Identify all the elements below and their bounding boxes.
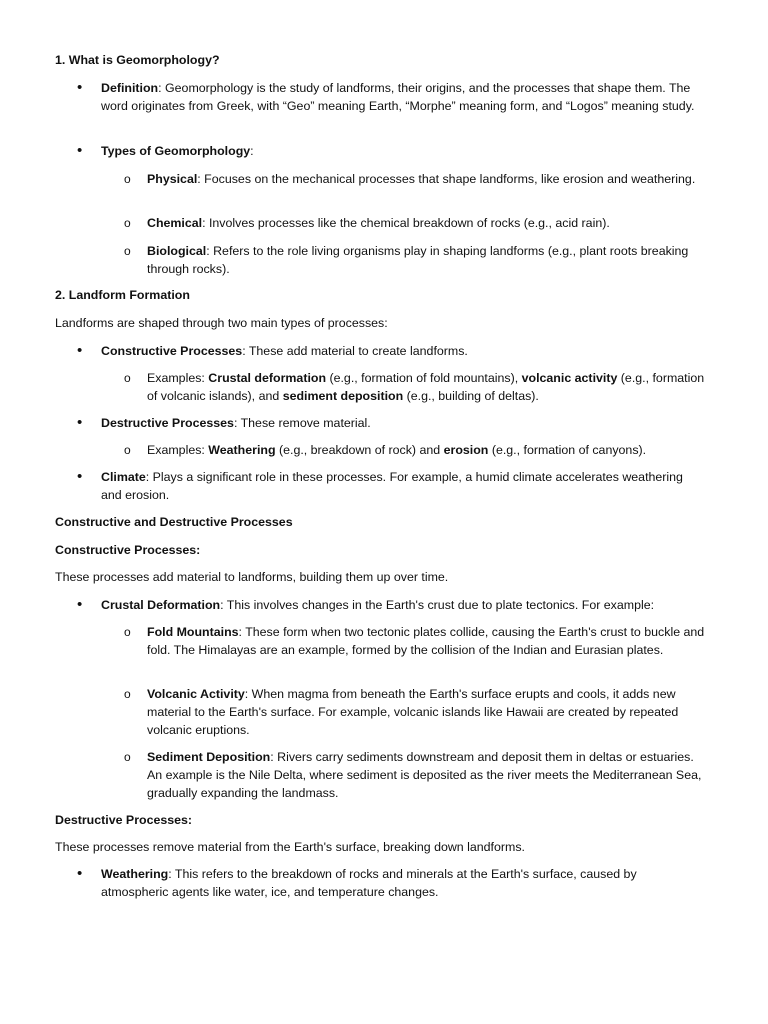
text-run: (e.g., formation of volcanic islands), and [147,371,705,403]
bullet-circle: o [124,625,131,639]
subheading-constructive: Constructive Processes: [55,543,201,557]
list-item-climate [101,468,701,504]
item-label: Climate [101,470,146,484]
bullet-circle: o [124,244,131,258]
item-text: : When magma from beneath the Earth's surface erupts and cools, it adds new material to the Earth's surface. For example, volcanic islands like Hawaii are created by repeated volcanic eruptions. [147,687,679,737]
list-item-fold-mountains [147,623,707,659]
list-item-destructive [101,414,701,432]
section-heading-processes: Constructive and Destructive Processes [55,515,293,529]
text-run: (e.g., breakdown of rock) and [275,443,444,457]
bullet-disc: • [77,468,83,485]
list-item-physical [147,170,707,188]
list-item-constructive [101,342,701,360]
item-text: : These remove material. [233,416,371,430]
text-run: (e.g., formation of fold mountains), [326,371,522,385]
bullet-circle: o [124,371,131,385]
item-text: : These form when two tectonic plates collide, causing the Earth's crust to buckle and fold. The Himalayas are an example, formed by the collision of the Indian and Eurasian plates. [147,625,705,657]
item-label: Biological [147,244,207,258]
item-text: : Involves processes like the chemical breakdown of rocks (e.g., acid rain). [202,216,610,230]
list-item-biological [147,242,707,278]
text-run: Examples: [147,371,209,385]
bullet-circle: o [124,216,131,230]
item-label: Types of Geomorphology [101,144,251,158]
bullet-disc: • [77,865,83,882]
list-item-chemical [147,214,707,232]
bullet-disc: • [77,79,83,96]
item-text: : Plays a significant role in these processes. For example, a humid climate accelerates weathering and erosion. [101,470,683,502]
list-item-volcanic-activity [147,685,707,739]
list-item-examples-constructive [147,369,707,405]
text-run: (e.g., building of deltas). [403,389,539,403]
bullet-circle: o [124,172,131,186]
list-item-sediment-deposition [147,748,707,802]
bold-term: Crustal deformation [208,371,327,385]
list-item-weathering [101,865,701,901]
bullet-circle: o [124,443,131,457]
text-run: (e.g., formation of canyons). [488,443,647,457]
item-text: : Geomorphology is the study of landforms, their origins, and the processes that shape them. The word originates from Greek, with “Geo” meaning Earth, “Morphe” meaning form, and “Logos” meaning study. [101,81,695,113]
item-label: Destructive Processes [101,416,234,430]
bullet-circle: o [124,687,131,701]
paragraph-intro: Landforms are shaped through two main types of processes: [55,316,388,330]
item-text: : These add material to create landforms. [242,344,468,358]
item-label: Constructive Processes [101,344,243,358]
bullet-disc: • [77,414,83,431]
item-label: Physical [147,172,198,186]
paragraph-constructive-intro: These processes add material to landforms, building them up over time. [55,570,449,584]
item-label: Weathering [101,867,169,881]
item-label: Crustal Deformation [101,598,221,612]
bullet-disc: • [77,596,83,613]
item-text: : Focuses on the mechanical processes that shape landforms, like erosion and weathering. [197,172,696,186]
section-heading-geomorphology: 1. What is Geomorphology? [55,53,220,67]
item-text: : This refers to the breakdown of rocks and minerals at the Earth's surface, caused by atmospheric agents like water, ice, and temperature changes. [101,867,637,899]
list-item-definition [101,79,701,115]
bold-term: erosion [443,443,489,457]
list-item-types [101,142,701,160]
list-item-examples-destructive [147,441,707,459]
item-label: Fold Mountains [147,625,239,639]
section-heading-landform-formation: 2. Landform Formation [55,288,190,302]
bold-term: sediment deposition [282,389,404,403]
paragraph-destructive-intro: These processes remove material from the Earth's surface, breaking down landforms. [55,840,525,854]
bold-term: Weathering [208,443,276,457]
list-item-crustal-deformation [101,596,701,614]
item-label: Chemical [147,216,203,230]
bullet-disc: • [77,142,83,159]
item-text: : Refers to the role living organisms play in shaping landforms (e.g., plant roots breaking through rocks). [147,244,689,276]
bullet-circle: o [124,750,131,764]
item-text: : Rivers carry sediments downstream and deposit them in deltas or estuaries. An example is the Nile Delta, where sediment is deposited as the river meets the Mediterranean Sea, gradually expanding the landmass. [147,750,702,800]
bold-term: volcanic activity [521,371,618,385]
item-label: Sediment Deposition [147,750,271,764]
item-label: Volcanic Activity [147,687,245,701]
bullet-disc: • [77,342,83,359]
item-text: : This involves changes in the Earth's crust due to plate tectonics. For example: [220,598,655,612]
item-text: : [250,144,254,158]
text-run: Examples: [147,443,209,457]
item-label: Definition [101,81,159,95]
subheading-destructive: Destructive Processes: [55,813,193,827]
